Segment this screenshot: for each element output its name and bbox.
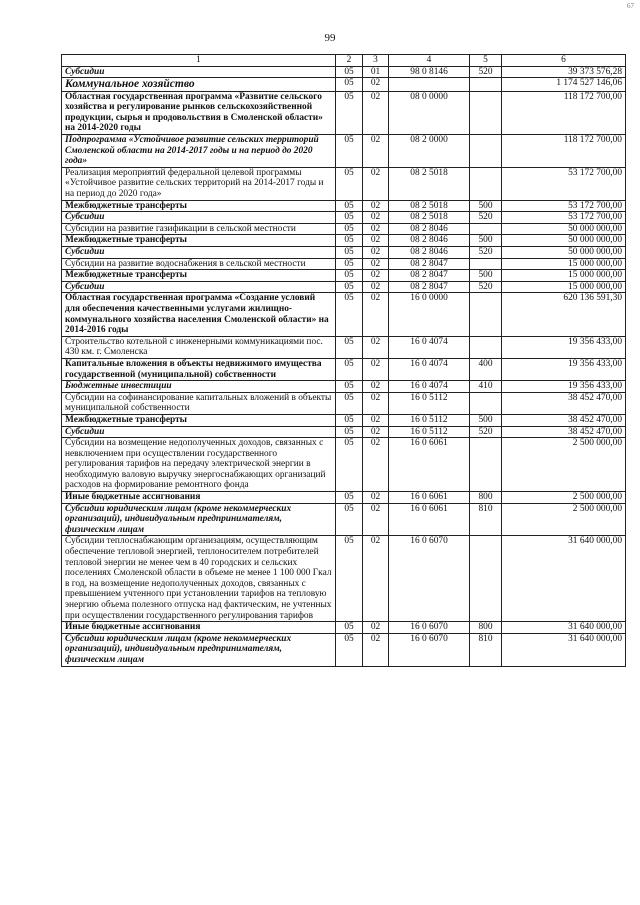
section-cell: 05 — [336, 247, 363, 259]
section-cell: 05 — [336, 358, 363, 380]
table-row — [62, 167, 626, 200]
target-article-cell: 16 0 4074 — [389, 381, 470, 393]
subsection-cell: 02 — [363, 91, 389, 134]
amount-cell: 15 000 000,00 — [502, 281, 626, 293]
subsection-cell: 02 — [363, 414, 389, 426]
section-cell: 05 — [336, 135, 363, 168]
subsection-cell: 02 — [363, 438, 389, 492]
row-name-cell: Субсидии — [62, 212, 336, 224]
target-article-cell: 08 2 8047 — [389, 281, 470, 293]
amount-cell: 50 000 000,00 — [502, 223, 626, 235]
row-name-cell: Межбюджетные трансферты — [62, 414, 336, 426]
expense-type-cell: 500 — [470, 270, 502, 282]
subsection-cell: 02 — [363, 426, 389, 438]
table-row — [62, 392, 626, 414]
expense-type-cell — [470, 223, 502, 235]
expense-type-cell: 520 — [470, 212, 502, 224]
row-name-cell: Подпрограмма «Устойчивое развитие сельских территорий Смоленской области на 2014-2017 годы и на период до 2020 года» — [62, 135, 336, 168]
section-cell: 05 — [336, 223, 363, 235]
section-cell: 05 — [336, 633, 363, 666]
target-article-cell: 08 2 5018 — [389, 200, 470, 212]
header-cell: 1 — [62, 55, 336, 67]
row-name-cell: Бюджетные инвестиции — [62, 381, 336, 393]
row-name-cell: Коммунальное хозяйство — [62, 78, 336, 92]
expense-type-cell: 520 — [470, 281, 502, 293]
subsection-cell: 02 — [363, 167, 389, 200]
amount-cell: 39 373 576,28 — [502, 66, 626, 78]
row-name-cell: Субсидии — [62, 247, 336, 259]
expense-type-cell — [470, 438, 502, 492]
row-name-cell: Иные бюджетные ассигнования — [62, 622, 336, 634]
budget-table — [61, 54, 626, 667]
table-row — [62, 336, 626, 358]
target-article-cell: 16 0 5112 — [389, 392, 470, 414]
expense-type-cell: 500 — [470, 200, 502, 212]
table-row — [62, 633, 626, 666]
expense-type-cell — [470, 293, 502, 336]
section-cell: 05 — [336, 167, 363, 200]
amount-cell: 50 000 000,00 — [502, 247, 626, 259]
amount-cell: 620 136 591,30 — [502, 293, 626, 336]
section-cell: 05 — [336, 336, 363, 358]
table-row — [62, 235, 626, 247]
table-row — [62, 91, 626, 134]
amount-cell: 15 000 000,00 — [502, 270, 626, 282]
amount-cell: 38 452 470,00 — [502, 392, 626, 414]
section-cell: 05 — [336, 281, 363, 293]
amount-cell: 2 500 000,00 — [502, 438, 626, 492]
table-row — [62, 492, 626, 504]
target-article-cell: 16 0 5112 — [389, 426, 470, 438]
expense-type-cell — [470, 135, 502, 168]
table-row — [62, 258, 626, 270]
table-row — [62, 270, 626, 282]
target-article-cell: 08 2 8046 — [389, 247, 470, 259]
subsection-cell: 02 — [363, 358, 389, 380]
amount-cell: 118 172 700,00 — [502, 91, 626, 134]
amount-cell: 15 000 000,00 — [502, 258, 626, 270]
row-name-cell: Иные бюджетные ассигнования — [62, 492, 336, 504]
row-name-cell: Строительство котельной с инженерными коммуникациями пос. 430 км. г. Смоленска — [62, 336, 336, 358]
section-cell: 05 — [336, 91, 363, 134]
expense-type-cell: 520 — [470, 426, 502, 438]
row-name-cell: Субсидии на развитие газификации в сельской местности — [62, 223, 336, 235]
subsection-cell: 02 — [363, 247, 389, 259]
subsection-cell: 02 — [363, 135, 389, 168]
table-row — [62, 78, 626, 92]
section-cell: 05 — [336, 66, 363, 78]
subsection-cell: 02 — [363, 503, 389, 536]
table-row — [62, 135, 626, 168]
expense-type-cell: 800 — [470, 622, 502, 634]
section-cell: 05 — [336, 258, 363, 270]
table-row — [62, 414, 626, 426]
target-article-cell: 16 0 6070 — [389, 633, 470, 666]
section-cell: 05 — [336, 536, 363, 622]
amount-cell: 2 500 000,00 — [502, 492, 626, 504]
section-cell: 05 — [336, 392, 363, 414]
section-cell: 05 — [336, 426, 363, 438]
expense-type-cell: 800 — [470, 492, 502, 504]
target-article-cell: 16 0 0000 — [389, 293, 470, 336]
subsection-cell: 02 — [363, 633, 389, 666]
table-row — [62, 247, 626, 259]
target-article-cell: 16 0 5112 — [389, 414, 470, 426]
table-row — [62, 212, 626, 224]
expense-type-cell: 500 — [470, 235, 502, 247]
expense-type-cell — [470, 258, 502, 270]
header-row — [62, 55, 626, 67]
row-name-cell: Субсидии на софинансирование капитальных вложений в объекты муниципальной собственности — [62, 392, 336, 414]
expense-type-cell — [470, 91, 502, 134]
amount-cell: 31 640 000,00 — [502, 622, 626, 634]
row-name-cell: Межбюджетные трансферты — [62, 270, 336, 282]
table-row — [62, 622, 626, 634]
section-cell: 05 — [336, 200, 363, 212]
subsection-cell: 02 — [363, 536, 389, 622]
expense-type-cell — [470, 336, 502, 358]
section-cell: 05 — [336, 503, 363, 536]
amount-cell: 31 640 000,00 — [502, 633, 626, 666]
subsection-cell: 02 — [363, 281, 389, 293]
amount-cell: 19 356 433,00 — [502, 381, 626, 393]
table-row — [62, 536, 626, 622]
section-cell: 05 — [336, 78, 363, 92]
subsection-cell: 02 — [363, 622, 389, 634]
table-body — [62, 66, 626, 666]
row-name-cell: Субсидии юридическим лицам (кроме некоммерческих организаций), индивидуальным предпринимателям, физическим лицам — [62, 503, 336, 536]
target-article-cell: 16 0 6061 — [389, 438, 470, 492]
subsection-cell: 01 — [363, 66, 389, 78]
section-cell: 05 — [336, 270, 363, 282]
expense-type-cell — [470, 167, 502, 200]
target-article-cell: 08 2 8046 — [389, 235, 470, 247]
subsection-cell: 02 — [363, 212, 389, 224]
target-article-cell: 16 0 4074 — [389, 358, 470, 380]
row-name-cell: Субсидии на возмещение недополученных доходов, связанных с невключением при осуществлении государственного регулирования тарифов на передачу электрической энергии в необходимую валовую выручку энергоснабжающих организаций расходов на формирование ремонтного фонда — [62, 438, 336, 492]
amount-cell: 118 172 700,00 — [502, 135, 626, 168]
table-row — [62, 358, 626, 380]
row-name-cell: Субсидии — [62, 66, 336, 78]
row-name-cell: Субсидии — [62, 281, 336, 293]
expense-type-cell: 810 — [470, 633, 502, 666]
section-cell: 05 — [336, 293, 363, 336]
target-article-cell: 16 0 6061 — [389, 503, 470, 536]
row-name-cell: Областная государственная программа «Создание условий для обеспечения качественными услугами жилищно-коммунального хозяйства населения Смоленской области» на 2014-2016 годы — [62, 293, 336, 336]
expense-type-cell: 520 — [470, 247, 502, 259]
target-article-cell: 16 0 6061 — [389, 492, 470, 504]
target-article-cell: 08 2 5018 — [389, 167, 470, 200]
row-name-cell: Межбюджетные трансферты — [62, 200, 336, 212]
table-row — [62, 223, 626, 235]
subsection-cell: 02 — [363, 336, 389, 358]
table-row — [62, 66, 626, 78]
amount-cell: 1 174 527 146,06 — [502, 78, 626, 92]
row-name-cell: Субсидии на развитие водоснабжения в сельской местности — [62, 258, 336, 270]
expense-type-cell: 400 — [470, 358, 502, 380]
subsection-cell: 02 — [363, 78, 389, 92]
target-article-cell — [389, 78, 470, 92]
amount-cell: 53 172 700,00 — [502, 200, 626, 212]
target-article-cell: 16 0 6070 — [389, 622, 470, 634]
section-cell: 05 — [336, 235, 363, 247]
amount-cell: 31 640 000,00 — [502, 536, 626, 622]
amount-cell: 38 452 470,00 — [502, 414, 626, 426]
row-name-cell: Межбюджетные трансферты — [62, 235, 336, 247]
section-cell: 05 — [336, 492, 363, 504]
table-row — [62, 381, 626, 393]
table-row — [62, 200, 626, 212]
header-cell: 4 — [389, 55, 470, 67]
section-cell: 05 — [336, 622, 363, 634]
subsection-cell: 02 — [363, 235, 389, 247]
header-cell: 2 — [336, 55, 363, 67]
table-row — [62, 293, 626, 336]
section-cell: 05 — [336, 381, 363, 393]
expense-type-cell: 520 — [470, 66, 502, 78]
row-name-cell: Субсидии юридическим лицам (кроме некоммерческих организаций), индивидуальным предпринимателям, физическим лицам — [62, 633, 336, 666]
subsection-cell: 02 — [363, 492, 389, 504]
row-name-cell: Субсидии теплоснабжающим организациям, осуществляющим обеспечение тепловой энергией, теплоносителем потребителей тепловой энергии не менее чем в 40 городских и сельских поселениях Смоленской области в объеме не менее 1 100 000 Гкал в год, на возмещение недополученных доходов, связанных с превышением учтенного при установлении тарифов на тепловую энергию объема полезного отпуска над фактическим, не учтенных при осуществлении государственного регулирования тарифов — [62, 536, 336, 622]
row-name-cell: Субсидии — [62, 426, 336, 438]
subsection-cell: 02 — [363, 200, 389, 212]
section-cell: 05 — [336, 414, 363, 426]
table-row — [62, 503, 626, 536]
expense-type-cell — [470, 536, 502, 622]
target-article-cell: 16 0 4074 — [389, 336, 470, 358]
section-cell: 05 — [336, 212, 363, 224]
row-name-cell: Реализация мероприятий федеральной целевой программы «Устойчивое развитие сельских территорий на 2014-2017 годы и на период до 2020 года» — [62, 167, 336, 200]
row-name-cell: Областная государственная программа «Развитие сельского хозяйства и регулирование рынков сельскохозяйственной продукции, сырья и продовольствия в Смоленской области» на 2014-2020 годы — [62, 91, 336, 134]
header-cell: 6 — [502, 55, 626, 67]
table-row — [62, 281, 626, 293]
table-row — [62, 426, 626, 438]
target-article-cell: 08 2 0000 — [389, 135, 470, 168]
amount-cell: 53 172 700,00 — [502, 167, 626, 200]
subsection-cell: 02 — [363, 270, 389, 282]
target-article-cell: 08 2 5018 — [389, 212, 470, 224]
amount-cell: 53 172 700,00 — [502, 212, 626, 224]
target-article-cell: 08 2 8046 — [389, 223, 470, 235]
amount-cell: 19 356 433,00 — [502, 336, 626, 358]
corner-mark: 67 — [627, 2, 634, 10]
section-cell: 05 — [336, 438, 363, 492]
expense-type-cell: 410 — [470, 381, 502, 393]
subsection-cell: 02 — [363, 381, 389, 393]
row-name-cell: Капитальные вложения в объекты недвижимого имущества государственной (муниципальной) собственности — [62, 358, 336, 380]
header-cell: 3 — [363, 55, 389, 67]
amount-cell: 50 000 000,00 — [502, 235, 626, 247]
subsection-cell: 02 — [363, 392, 389, 414]
page-number: 99 — [324, 32, 336, 44]
expense-type-cell: 500 — [470, 414, 502, 426]
amount-cell: 19 356 433,00 — [502, 358, 626, 380]
expense-type-cell — [470, 78, 502, 92]
expense-type-cell — [470, 392, 502, 414]
subsection-cell: 02 — [363, 258, 389, 270]
amount-cell: 38 452 470,00 — [502, 426, 626, 438]
subsection-cell: 02 — [363, 223, 389, 235]
target-article-cell: 16 0 6070 — [389, 536, 470, 622]
target-article-cell: 08 0 0000 — [389, 91, 470, 134]
table-row — [62, 438, 626, 492]
target-article-cell: 08 2 8047 — [389, 258, 470, 270]
target-article-cell: 08 2 8047 — [389, 270, 470, 282]
amount-cell: 2 500 000,00 — [502, 503, 626, 536]
target-article-cell: 98 0 8146 — [389, 66, 470, 78]
subsection-cell: 02 — [363, 293, 389, 336]
expense-type-cell: 810 — [470, 503, 502, 536]
header-cell: 5 — [470, 55, 502, 67]
